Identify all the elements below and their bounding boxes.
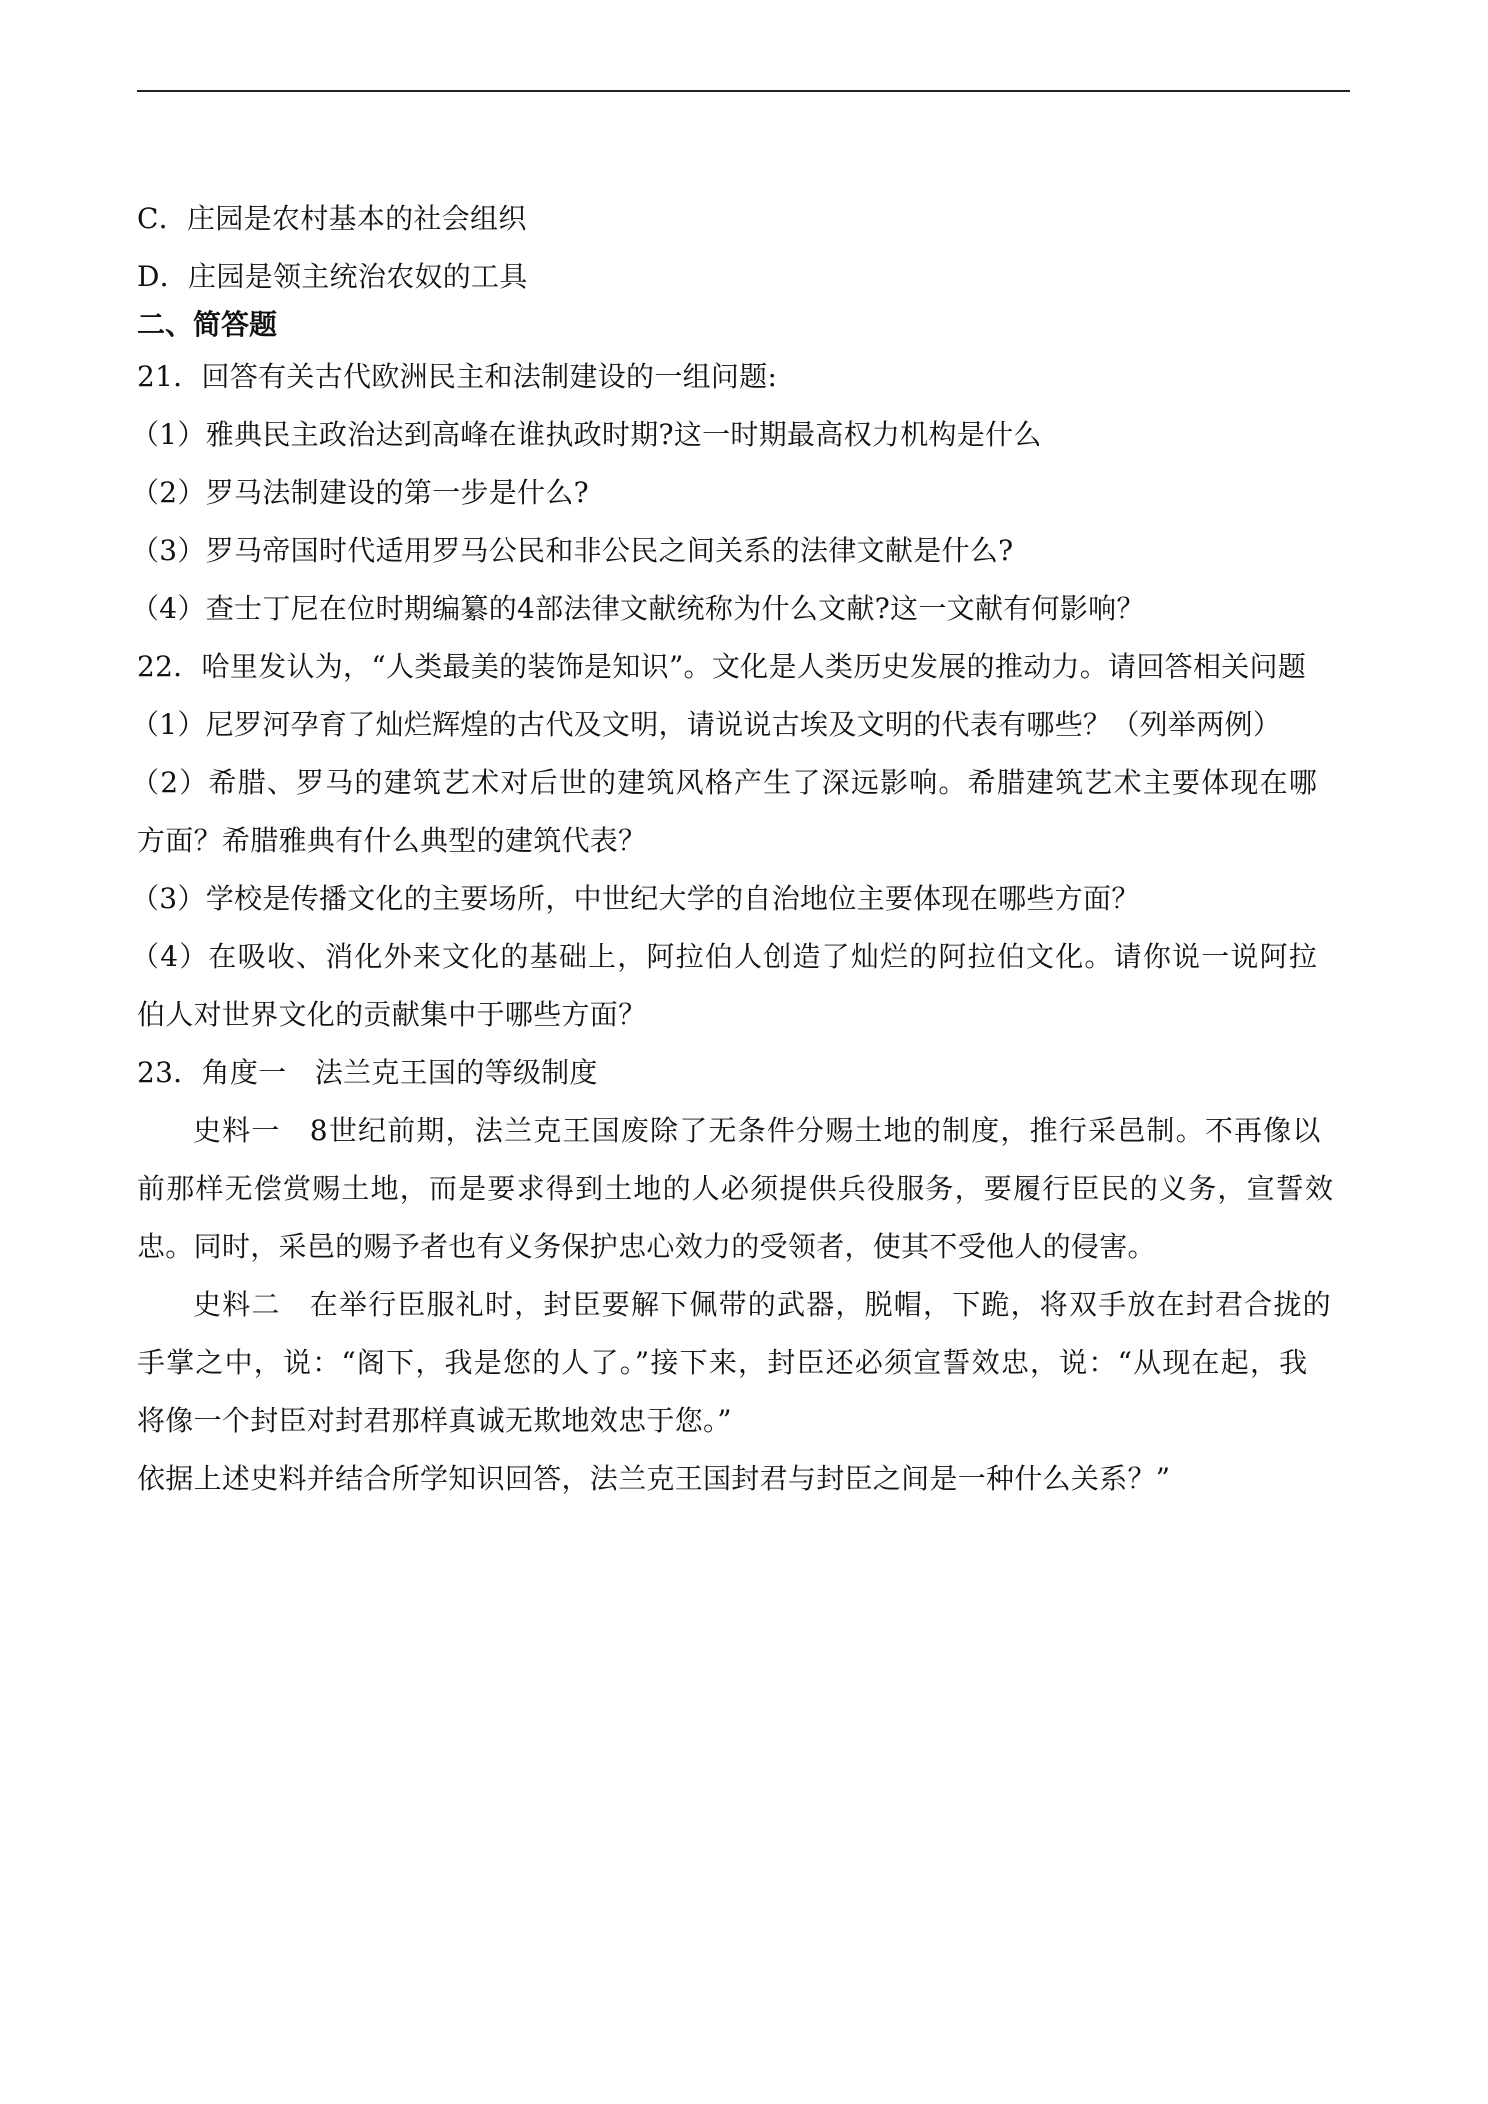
source-2-line-2: 手掌之中，说：“阁下，我是您的人了。”接下来，封臣还必须宣誓效忠，说：“从现在起，我 [137,1346,1309,1379]
question-22-part-4: （4）在吸收、消化外来文化的基础上，阿拉伯人创造了灿烂的阿拉伯文化。请你说一说阿拉 [131,940,1319,973]
question-22-part-3: （3）学校是传播文化的主要场所，中世纪大学的自治地位主要体现在哪些方面？ [131,882,1140,915]
question-23-prompt: 依据上述史料并结合所学知识回答，法兰克王国封君与封臣之间是一种什么关系？” [137,1462,1171,1495]
source-1-line-3: 忠。同时，采邑的赐予者也有义务保护忠心效力的受领者，使其不受他人的侵害。 [137,1230,1156,1263]
question-22-part-4-cont: 伯人对世界文化的贡献集中于哪些方面？ [137,998,647,1031]
question-21-part-1: （1）雅典民主政治达到高峰在谁执政时期?这一时期最高权力机构是什么 [131,418,1042,451]
question-21-part-3: （3）罗马帝国时代适用罗马公民和非公民之间关系的法律文献是什么? [131,534,1014,567]
question-23: 23．角度一 法兰克王国的等级制度 [137,1056,598,1089]
question-22: 22．哈里发认为，“人类最美的装饰是知识”。文化是人类历史发展的推动力。请回答相关问题 [137,650,1307,683]
question-22-part-1: （1）尼罗河孕育了灿烂辉煌的古代及文明，请说说古埃及文明的代表有哪些？（列举两例） [131,708,1282,741]
option-d: D．庄园是领主统治农奴的工具 [137,260,528,293]
option-c: C．庄园是农村基本的社会组织 [137,202,527,235]
section-heading: 二、简答题 [137,308,278,341]
question-22-part-2-cont: 方面？希腊雅典有什么典型的建筑代表？ [137,824,647,857]
document-body [131,190,1350,1508]
question-21-part-4: （4）查士丁尼在位时期编纂的4部法律文献统称为什么文献?这一文献有何影响？ [131,592,1145,625]
question-22-part-2: （2）希腊、罗马的建筑艺术对后世的建筑风格产生了深远影响。希腊建筑艺术主要体现在哪 [131,766,1319,799]
source-2-line-1: 史料二 在举行臣服礼时，封臣要解下佩带的武器，脱帽，下跪，将双手放在封君合拢的 [193,1288,1332,1321]
source-1-line-2: 前那样无偿赏赐土地，而是要求得到土地的人必须提供兵役服务，要履行臣民的义务，宣誓效 [137,1172,1335,1205]
question-21: 21．回答有关古代欧洲民主和法制建设的一组问题: [137,360,778,393]
source-2-line-3: 将像一个封臣对封君那样真诚无欺地效忠于您。” [137,1404,732,1437]
source-1-line-1: 史料一 8世纪前期，法兰克王国废除了无条件分赐土地的制度，推行采邑制。不再像以 [193,1114,1322,1147]
header-rule [137,90,1350,92]
question-21-part-2: （2）罗马法制建设的第一步是什么? [131,476,589,509]
